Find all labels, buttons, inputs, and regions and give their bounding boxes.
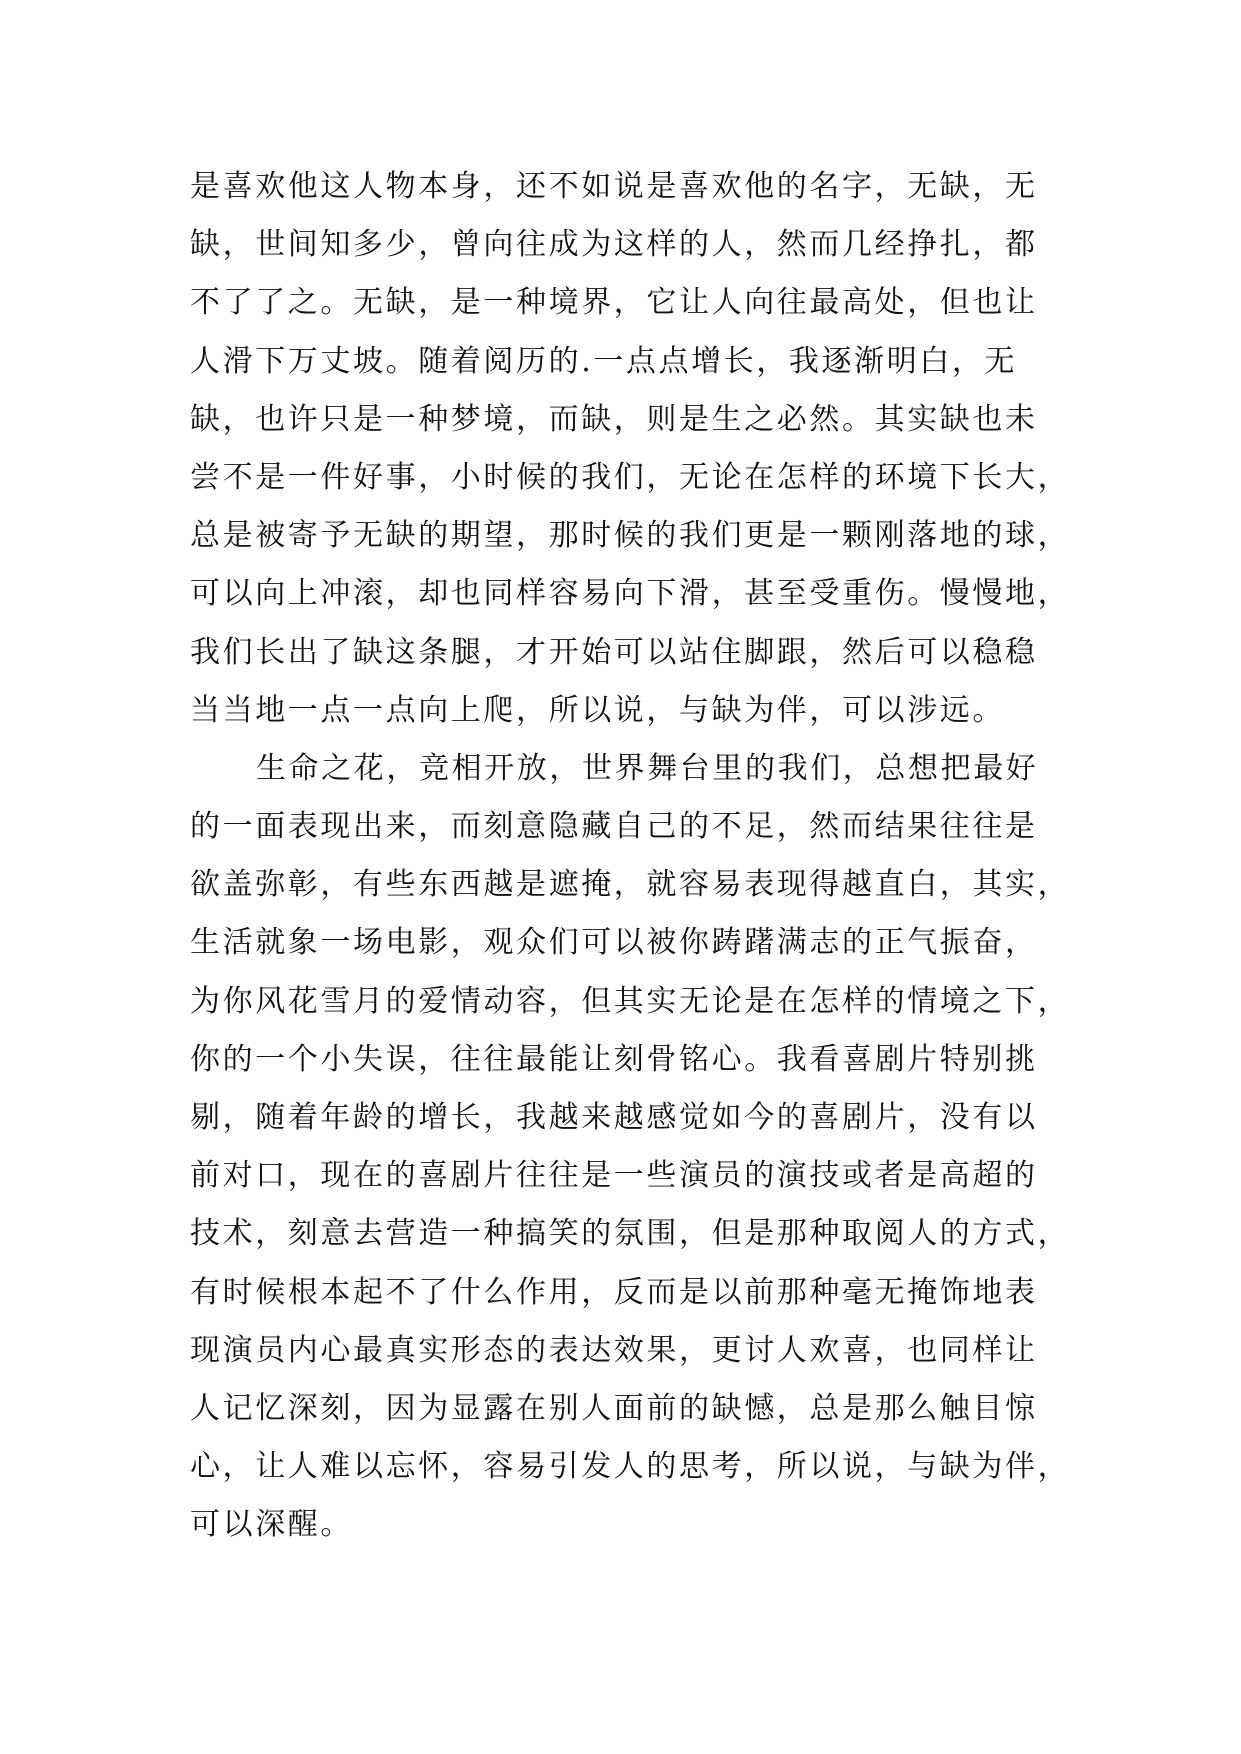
text-line: 欲盖弥彰，有些东西越是遮掩，就容易表现得越直白，其实， [190, 867, 1071, 903]
text-line: 的一面表现出来，而刻意隐藏自己的不足，然而结果往往是 [190, 809, 1038, 845]
text-line: 为你风花雪月的爱情动容，但其实无论是在怎样的情境之下， [190, 983, 1071, 1019]
text-line: 尝不是一件好事，小时候的我们，无论在怎样的环境下长大， [190, 459, 1071, 495]
text-line: 可以向上冲滚，却也同样容易向下滑，甚至受重伤。慢慢地， [190, 576, 1071, 612]
text-line: 技术，刻意去营造一种搞笑的氛围，但是那种取阅人的方式， [190, 1216, 1071, 1252]
text-line: 缺，也许只是一种梦境，而缺，则是生之必然。其实缺也未 [190, 401, 1038, 437]
text-line: 你的一个小失误，往往最能让刻骨铭心。我看喜剧片特别挑 [190, 1041, 1038, 1077]
text-line: 心，让人难以忘怀，容易引发人的思考，所以说，与缺为伴， [190, 1449, 1071, 1485]
text-line: 有时候根本起不了什么作用，反而是以前那种毫无掩饰地表 [190, 1274, 1038, 1310]
text-line: 当当地一点一点向上爬，所以说，与缺为伴，可以涉远。 [190, 692, 1005, 728]
text-line: 生命之花，竞相开放，世界舞台里的我们，总想把最好 [256, 750, 1039, 786]
text-line: 前对口，现在的喜剧片往往是一些演员的演技或者是高超的 [190, 1158, 1038, 1194]
text-line: 人记忆深刻，因为显露在别人面前的缺憾，总是那么触目惊 [190, 1390, 1038, 1426]
text-line: 可以深醒。 [190, 1507, 353, 1543]
text-line: 缺，世间知多少，曾向往成为这样的人，然而几经挣扎，都 [190, 227, 1038, 263]
text-line: 总是被寄予无缺的期望，那时候的我们更是一颗刚落地的球， [190, 518, 1071, 554]
text-line: 剔，随着年龄的增长，我越来越感觉如今的喜剧片，没有以 [190, 1100, 1038, 1135]
body-text [190, 158, 1070, 1555]
text-line: 生活就象一场电影，观众们可以被你踌躇满志的正气振奋， [190, 925, 1038, 961]
text-line: 我们长出了缺这条腿，才开始可以站住脚跟，然后可以稳稳 [190, 634, 1038, 670]
text-line: 现演员内心最真实形态的表达效果，更讨人欢喜，也同样让 [190, 1332, 1038, 1368]
text-line: 不了了之。无缺，是一种境界，它让人向往最高处，但也让 [190, 285, 1038, 321]
text-line: 人滑下万丈坡。随着阅历的.一点点增长，我逐渐明白，无 [190, 343, 1018, 379]
text-line: 是喜欢他这人物本身，还不如说是喜欢他的名字，无缺，无 [190, 169, 1038, 204]
